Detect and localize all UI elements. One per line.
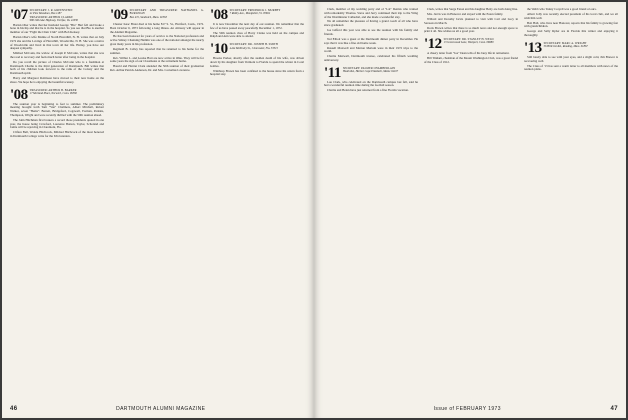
secretary-address: 7 Ridley Ave., Montpelier, Vt. 05602: [229, 12, 271, 16]
secretary-info: [230, 42, 278, 50]
paragraph: Joe Gifford this year was able to see the reunion with his family and friends.: [324, 28, 418, 36]
right-col-3: [524, 8, 618, 400]
class-entry: [210, 42, 304, 77]
paragraph: The Class of '13 has sent a warm letter to all members with news of the reunion plans.: [524, 63, 618, 72]
secretary-name: SECRETARY: DR. JOSEPH H. SMITH: [229, 43, 278, 47]
class-year: '13: [524, 39, 542, 56]
paragraph: Clark, member of my wedding party and of "Lal" Dennis who trained with remarkably Thomas. Steve and Jerry continued their trip to the Wing of the Westminster Cathedral, and she made a wonderful stay.: [324, 8, 418, 19]
paragraph: Mrs. Jarvis was in Hanover and stayed with the Eaton family.: [427, 11, 504, 16]
right-folio: [324, 406, 618, 412]
secretary-address: Box 472, Sandwich, Mass. 02563: [129, 15, 167, 19]
class-entry: [324, 8, 418, 63]
secretary-info: [30, 88, 77, 96]
secretary-name: SECRETARY: DR. STANLEY H. WELD: [443, 38, 494, 42]
paragraph: Winthrop Brown has been confined to the house since his return from a hospital stay.: [210, 68, 304, 77]
class-year: '11: [324, 64, 341, 81]
secretary-name: SECRETARY AND TREASURER: NATHANIEL G. BURLEIGH: [129, 9, 204, 16]
class-year: '08: [10, 86, 28, 103]
paragraph: Clifton Bell, Wanda Hitchcock, Mildred Hitchcock of the most honored in Dartmouth College write for the 63rd reunion.: [10, 130, 104, 138]
paragraph: Lou Clark, who celebrated on the Dartmouth campus last fall, said he had a wonderful reunion time during the football season.: [324, 79, 418, 88]
treasurer-address: 980 Old Lake Highway, Fairfax, Va. 22030: [29, 19, 78, 23]
entry-header: [10, 88, 104, 102]
secretary-info: [130, 8, 204, 19]
entry-header: [324, 66, 418, 80]
class-year: '08: [210, 8, 228, 23]
secretary-address: Heath Rd., Harbor Cape Elizabeth, Maine 04107: [342, 70, 399, 74]
secretary-address: 56 Hillcrest Rd., Reading, Mass. 01867: [543, 45, 588, 49]
entry-header: [210, 8, 304, 22]
paragraph: Doris Brown writes that there is so much news and not enough space to print it all. She wishes us all a good year.: [424, 25, 518, 34]
secretary-address: 41 Pine Meadows, Box 1187: [29, 12, 62, 16]
entry-header: [524, 41, 618, 55]
paragraph: Harlan Ober writes that her husband George "Bio" Hart fell and broke a bone in his hip and that he is in the hospital. So you see that Bio is another member of our "Fight the Chair Club" with Bob Kensey.: [10, 22, 104, 35]
paragraph: Russell Maxwell and Marion Meriam were in their 1972 trips to the world.: [324, 45, 418, 54]
paragraph: George and Sally Ryder are in Florida this winter and enjoying it thoroughly.: [524, 29, 618, 38]
right-col-1: [324, 8, 418, 400]
left-col-3: [210, 8, 304, 400]
secretary-info: [30, 8, 78, 23]
page-number: 47: [610, 406, 618, 412]
paragraph: Mildred McCann, the widow of Joseph P. McCann, writes that she was the road to recovery and feels much better after being in the hospital.: [10, 51, 104, 59]
secretary-info: [230, 8, 281, 16]
secretary-name: SECRETARY: J. R. GREENSTEIN: [29, 9, 73, 12]
class-entry: [324, 66, 418, 93]
paragraph: Harold and Harriet Clark attended the 50th reunion of their graduation Rev. Arthur Patrick Anderson, Dr. and Mrs. Cornelius Lawrence.: [110, 64, 204, 72]
paragraph: Charlie Maxwell, Dartmouth trustee, celebrated his fiftieth wedding anniversary.: [324, 54, 418, 62]
paragraph: Harlan Ober's wife Mamie of North Haverhill, N. H. writes that on July 1972 she and the Lovings of Haverhill, Woodsville, N. H. She was a native of Woodsville and lived in that town all her life. Harley, you have our deepest sympathy.: [10, 35, 104, 51]
class-entry: [10, 8, 104, 85]
paragraph: He has been honored for years of service to the National profession and active Sidney Channing Hamlin was one of the national amongst the nearly great many years in his profession.: [110, 34, 204, 46]
paragraph: It is now December the next day of our reunion. We remember that the few of us have passed away peacefully December 1, 1972.: [210, 22, 304, 30]
paragraph: the Webb who Tunny Coryell was a good friend of ours.: [527, 8, 597, 11]
paragraph: Clark, writes that Sarge Eaton and his daughter Betty are both doing fine.: [427, 8, 518, 11]
folio-title: DARTMOUTH ALUMNI MAGAZINE: [116, 406, 206, 412]
class-year: '09: [110, 8, 128, 23]
treasurer-name: TREASURER: ARTHUR B. BARKER: [29, 88, 77, 92]
entry-header: [210, 42, 304, 56]
class-entry: [10, 88, 104, 139]
left-col-2: [110, 8, 204, 400]
paragraph: Chester Isaac Brust died at his home 817 S. St., Hartford, Conn., 1972. Born October 6, 1873 following a long illness. An obituary will appear in the Alumni Magazine.: [110, 22, 204, 34]
class-year: '12: [424, 36, 442, 53]
left-col-1: [10, 8, 104, 400]
entry-header: [110, 8, 204, 22]
secretary-address: 4444 McKinley St., Clearwater, Fla. 33515: [229, 46, 278, 50]
entry-header: [424, 37, 518, 51]
class-entry: [424, 37, 518, 64]
secretary-info: [444, 37, 494, 45]
paragraph: Ted Elliott was a guest at the Dartmouth dinner party in December. He says that it was like a fine old home week.: [324, 36, 418, 45]
paragraph: Albert Jolly was recently elected president of his local club, and we all wish him well.: [524, 11, 618, 20]
paragraph: Charlie and Helen have just returned from a fine Florida vacation.: [327, 88, 409, 93]
right-columns: [324, 8, 618, 400]
secretary-info: [343, 66, 398, 74]
paragraph: We all remember the pleasure of having a grand coach of all who have since graduated.: [324, 19, 418, 28]
secretary-address: 13 Greenwood Lane, Westport, Conn. 06880: [443, 41, 494, 45]
treasurer-name: TREASURER: ARTHUR CLARKE: [29, 15, 73, 19]
paragraph: Rev. Wilbur L. and Louise Hart are now active in Ohio. They will be for some years the sign of our Classmates at the retirement home.: [110, 55, 204, 64]
paragraph: Harry and Margaret Robinson have moved to their new home on the shore. We hope he is enjoying the beautiful scenery.: [10, 76, 104, 84]
paragraph: The 50th reunion class of Harry Clarke was held on the campus and Ralph and Ann were able to attend.: [210, 30, 304, 39]
paragraph: Do you recall the picture of Charles McCann who is a freshman at Dartmouth Charlie is the third generation of Dartmouth. Bill writes that both of his children look forward to the rank of the Colony and the Dartmouth spirit.: [10, 59, 104, 76]
secretary-info: [544, 41, 588, 49]
class-entry: [210, 8, 304, 39]
paragraph: Bill Tinham, chairman of the Mount Washington Club, was a great friend of the Class of 1912.: [424, 56, 518, 64]
left-page: [2, 2, 314, 418]
class-entry: [110, 8, 204, 73]
paragraph: Brooks Parker, shortly after the sudden death of his wife, was driven down by his daughter from Vermont to Florida to spend the winter in Coral Gables.: [210, 56, 304, 68]
right-page: [314, 2, 626, 418]
class-year: '07: [10, 8, 28, 23]
class-entry: [524, 8, 618, 38]
magazine-spread: [2, 2, 626, 418]
secretary-name: SECRETARY: FREDERICK J. MURPHY: [229, 9, 281, 12]
class-entry: [424, 8, 518, 34]
left-folio: [10, 406, 304, 412]
secretary-name: SECRETARY: PALMER CHAMBERLAIN: [342, 66, 396, 70]
paragraph: The John Hitchman first brokers a record those presidents quoted in one year, the house being Crawford, Laurence Burton, Taylor, Scholand and Jamie will be rejoicing in Claremont, Fla.: [10, 117, 104, 130]
paragraph: Bob Hall, who lives near Hanover, reports that his family is growing fast with grandchildren.: [524, 20, 618, 29]
paragraph: Still barely able to see with your eyes, and a slight cold, Jim Brewer is recovering well.: [524, 54, 618, 63]
paragraph: Reginald B. Colley has reported that he returned to his home for the summer.: [110, 46, 204, 55]
paragraph: A cheery letter from "Joe" Dean tells of his busy life in retirement.: [427, 51, 510, 56]
page-number: 46: [10, 406, 18, 412]
right-col-2: [424, 8, 518, 400]
left-columns: [10, 8, 304, 400]
treasurer-address: 17 Morland Place, Norwich, Conn. 06360: [29, 92, 77, 96]
paragraph: Willard and Dorothy Jarvis planned to visit with Carl and Lucy in Sarasota in March.: [424, 16, 518, 25]
class-entry: [524, 41, 618, 72]
entry-header: [10, 8, 104, 23]
folio-title: Issue of FEBRUARY 1973: [433, 406, 501, 412]
class-year: '10: [210, 41, 228, 58]
secretary-name: SECRETARY: MARC A. WRIGHT: [543, 41, 587, 45]
paragraph: The reunion year is beginning to feel to summer. The preliminary meeting brought forth Tom "Van" Chalmers, Albert Mitchell, Robert Walker, seven "Hems": Barrett, Bridgeford, Cogswell, Forman, Perkins, Thompson, Wright and were recently thrilled with the 50th reunion ahead.: [10, 101, 104, 117]
